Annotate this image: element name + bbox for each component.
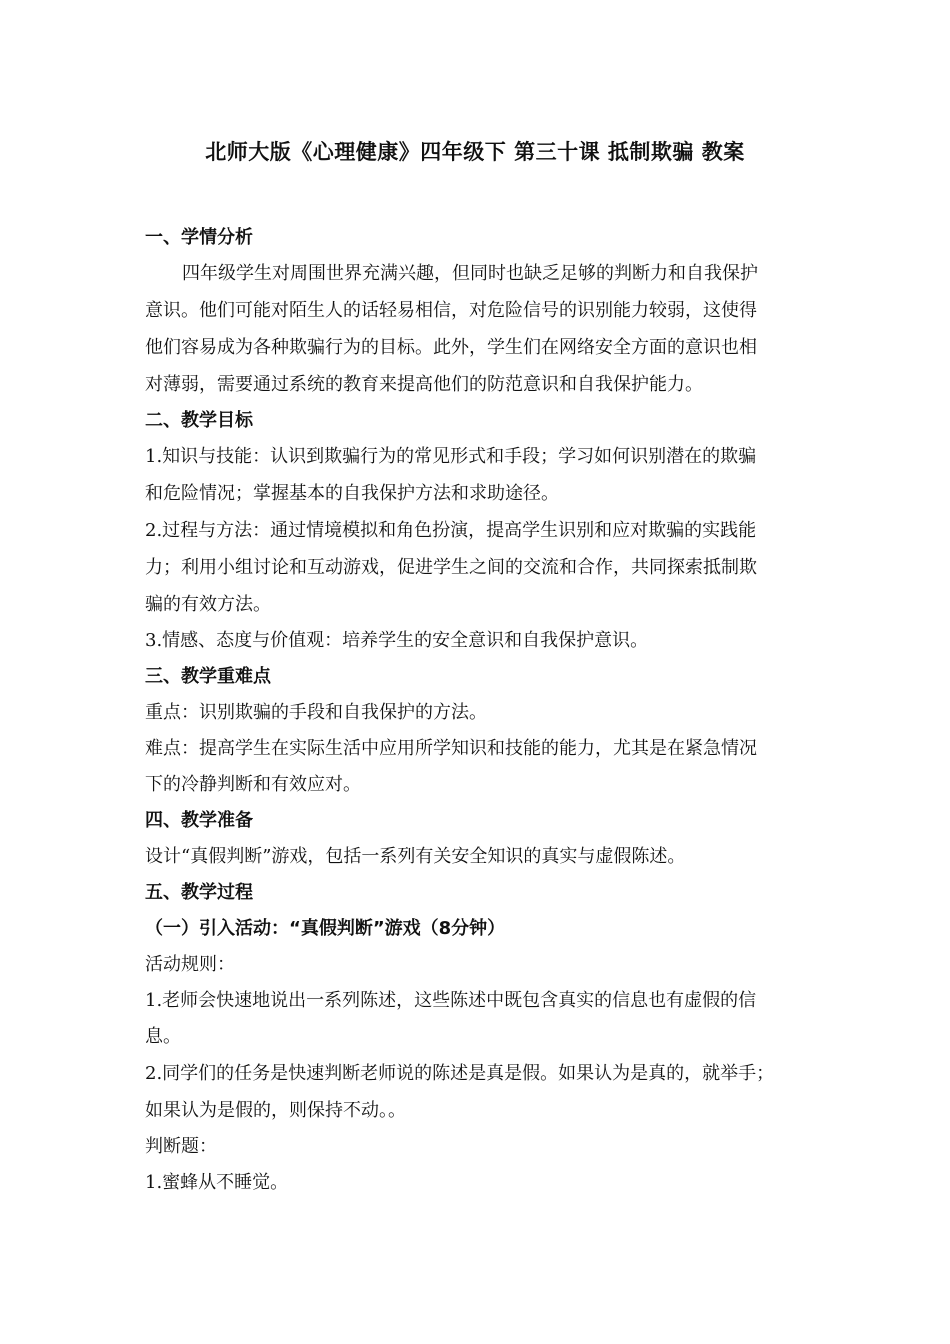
paragraph-line: 1.老师会快速地说出一系列陈述，这些陈述中既包含真实的信息也有虚假的信	[145, 990, 757, 1011]
paragraph-line: 意识。他们可能对陌生人的话轻易相信，对危险信号的识别能力较弱，这使得	[145, 300, 757, 321]
paragraph-line: 1.蜜蜂从不睡觉。	[145, 1172, 289, 1193]
subsection-heading: （一）引入活动：“真假判断”游戏（8分钟）	[145, 918, 506, 939]
paragraph-line: 力；利用小组讨论和互动游戏，促进学生之间的交流和合作，共同探索抵制欺	[145, 557, 757, 578]
paragraph-line: 息。	[145, 1026, 181, 1047]
paragraph-line: 他们容易成为各种欺骗行为的目标。此外，学生们在网络安全方面的意识也相	[145, 337, 757, 358]
section-heading-2: 二、教学目标	[145, 410, 253, 431]
paragraph-line: 骗的有效方法。	[145, 594, 271, 615]
section-heading-5: 五、教学过程	[145, 882, 253, 903]
section-heading-3: 三、教学重难点	[145, 666, 271, 687]
paragraph-line: 2.同学们的任务是快速判断老师说的陈述是真是假。如果认为是真的，就举手；	[145, 1063, 775, 1084]
paragraph-line: 对薄弱，需要通过系统的教育来提高他们的防范意识和自我保护能力。	[145, 374, 703, 395]
paragraph-line: 四年级学生对周围世界充满兴趣，但同时也缺乏足够的判断力和自我保护	[182, 263, 758, 284]
paragraph-line: 如果认为是假的，则保持不动。。	[145, 1100, 406, 1121]
section-heading-4: 四、教学准备	[145, 810, 253, 831]
paragraph-line: 和危险情况；掌握基本的自我保护方法和求助途径。	[145, 483, 559, 504]
paragraph-line: 难点：提高学生在实际生活中应用所学知识和技能的能力，尤其是在紧急情况	[145, 738, 757, 759]
paragraph-line: 3.情感、态度与价值观：培养学生的安全意识和自我保护意识。	[145, 630, 649, 651]
paragraph-line: 重点：识别欺骗的手段和自我保护的方法。	[145, 702, 487, 723]
paragraph-line: 判断题：	[145, 1136, 217, 1157]
document-title: 北师大版《心理健康》四年级下 第三十课 抵制欺骗 教案	[205, 140, 745, 164]
paragraph-line: 活动规则：	[145, 954, 235, 975]
paragraph-line: 1.知识与技能：认识到欺骗行为的常见形式和手段；学习如何识别潜在的欺骗	[145, 446, 757, 467]
paragraph-line: 设计“真假判断”游戏，包括一系列有关安全知识的真实与虚假陈述。	[145, 846, 686, 867]
section-heading-1: 一、学情分析	[145, 227, 253, 248]
paragraph-line: 下的冷静判断和有效应对。	[145, 774, 361, 795]
paragraph-line: 2.过程与方法：通过情境模拟和角色扮演，提高学生识别和应对欺骗的实践能	[145, 520, 757, 541]
